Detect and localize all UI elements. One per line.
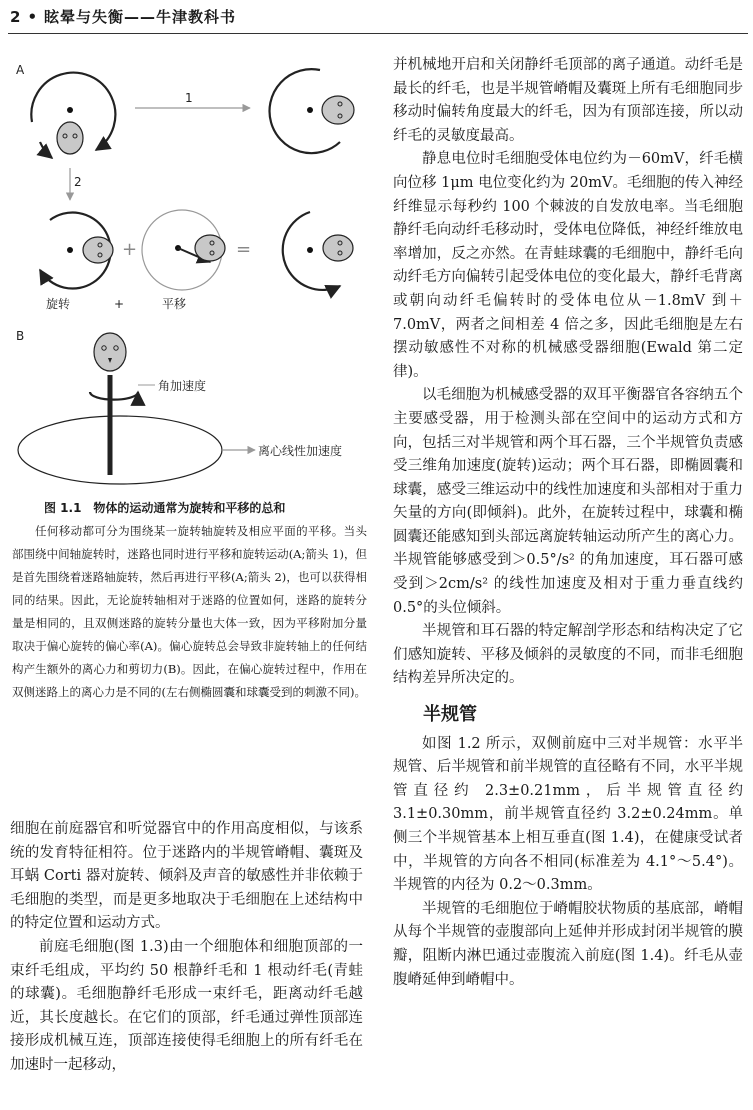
left-paragraph-2: 前庭毛细胞(图 1.3)由一个细胞体和细胞顶部的一束纤毛组成，平均约 50 根静纤毛和 1 根动纤毛(青蛙的球囊)。毛细胞静纤毛形成一束纤毛，距离动纤毛越近，其长度越长。在它们的顶部，纤毛通过弹性顶部连接形成机械互连，顶部连接使得毛细胞上的所有纤毛在加速时一起移动， [10,938,363,1073]
caption-title: 图 1.1 物体的运动通常为旋转和平移的总和 [44,501,286,515]
right-paragraph-2: 以毛细胞为机械感受器的双耳平衡器官各容纳五个主要感受器，用于检测头部在空间中的运动方式和方向，包括三对半规管和两个耳石器，三个半规管负责感受三维角加速度(旋转)运动；两个耳石器，即椭圆囊和球囊，感受三维运动中的线性加速度和头部相对于重力矢量的方向(即倾斜)。此外，在旋转过程中，球囊和椭圆囊还能感知到头部远离旋转轴运动所产生的离心力。半规管能够感受到＞0.5°/s² 的角加速度，耳石器可感受到＞2cm/s² 的线性加速度及相对于重力垂直线约 0.5°的头位倾斜。 [393,387,743,616]
translation-component [142,210,225,290]
book-title: 眩晕与失衡——牛津教科书 [44,8,237,26]
centrifugal-label: 离心线性加速度 [258,444,343,458]
right-column [393,54,743,992]
head-on-axis [94,333,126,371]
page-number: 2 [10,8,22,26]
right-paragraph-1: 静息电位时毛细胞受体电位约为－60mV，纤毛横向位移 1μm 电位变化约为 20mV。毛细胞的传入神经纤维显示每秒约 100 个棘波的自发放电率。当毛细胞静纤毛向动纤毛移动时，受体电位降低，神经纤维放电率增加，反之亦然。在青蛙球囊的毛细胞中，静纤毛向动纤毛方向偏转引起受体电位的变化最大，静纤毛背离或朝向动纤毛偏转时的受体电位从－1.8mV 到＋7.0mV，两者之间相差 4 倍之多，因此毛细胞是左右摆动敏感性不对称的机械感受器细胞(Ewald 第二定律)。 [393,151,743,380]
rotation-component [40,213,113,289]
translation-label: 平移 [162,297,187,311]
rotation-plane [18,416,222,484]
plus-sign-1: + [122,239,138,260]
rotation-label: 旋转 [46,297,71,311]
section-heading: 半规管 [423,704,477,726]
arrow-2-label: 2 [74,175,82,189]
left-paragraph-1: 细胞在前庭器官和听觉器官中的作用高度相似，与该系统的发育特征相符。位于迷路内的半规管嵴帽、囊斑及耳蜗 Corti 器对旋转、倾斜及声音的敏感性并非依赖于毛细胞的类型，而是更多地取决于毛细胞在上述结构中的特定位置和运动方式。 [10,821,363,932]
left-column [10,818,363,1078]
arrow-1-label: 1 [185,91,193,105]
right-paragraph-0: 并机械地开启和关闭静纤毛顶部的离子通道。动纤毛是最长的纤毛，也是半规管嵴帽及囊斑上所有毛细胞同步移动时偏转角度最大的纤毛，因为有顶部连接，所以动纤毛的灵敏度最高。 [393,57,743,144]
panel-a-label: A [16,63,25,77]
angular-arrow [90,392,138,400]
equals-sign: = [236,239,252,260]
plus-sign-2: + [114,297,125,311]
right-paragraph-3: 半规管和耳石器的特定解剖学形态和结构决定了它们感知旋转、平移及倾斜的灵敏度的不同，而非毛细胞结构差异所决定的。 [393,623,743,687]
head-rotation-end [270,69,354,153]
right-paragraph-4: 如图 1.2 所示，双侧前庭中三对半规管：水平半规管、后半规管和前半规管的直径略有不同，水平半规管直径约 2.3±0.21mm，后半规管直径约 3.1±0.30mm，前半规管直径约 3.2±0.24mm。单侧三个半规管基本上相互垂直(图 1.4)，在健康受试者中，半规管的方向各不相同(标准差为 4.1°～5.4°)。半规管的内径为 0.2～0.3mm。 [393,735,743,894]
angular-accel-label: 角加速度 [158,379,207,393]
figure-caption [12,497,367,704]
combined-motion [283,212,353,290]
figure-1-1 [10,50,370,490]
panel-b-label: B [16,329,25,343]
running-header [10,6,236,27]
caption-body: 任何移动都可分为围绕某一旋转轴旋转及相应平面的平移。当头部围绕中间轴旋转时，迷路也同时进行平移和旋转运动(A;箭头 1)，但是首先围绕着迷路轴旋转，然后再进行平移(A;箭头 2)，也可以获得相同的结果。因此，无论旋转轴相对于迷路的位置如何，迷路的旋转分量是相同的，且双侧迷路的旋转分量也大体一致，因为平移附加分量取决于偏心旋转的偏心率(A)。偏心旋转总会导致非旋转轴上的任何结构产生额外的离心力和剪切力(B)。因此，在偏心旋转过程中，作用在双侧迷路上的离心力是不同的(左右侧椭圆囊和球囊受到的刺激不同)。 [12,524,367,699]
head-rotation-start [31,73,115,158]
right-paragraph-5: 半规管的毛细胞位于嵴帽胶状物质的基底部，嵴帽从每个半规管的壶腹部向上延伸并形成封闭半规管的膜瓣，阻断内淋巴通过壶腹流入前庭(图 1.4)。纤毛从壶腹嵴延伸到嵴帽中。 [393,900,743,988]
header-bullet: • [27,8,39,26]
figure-illustration [10,50,370,490]
header-rule [8,33,748,34]
